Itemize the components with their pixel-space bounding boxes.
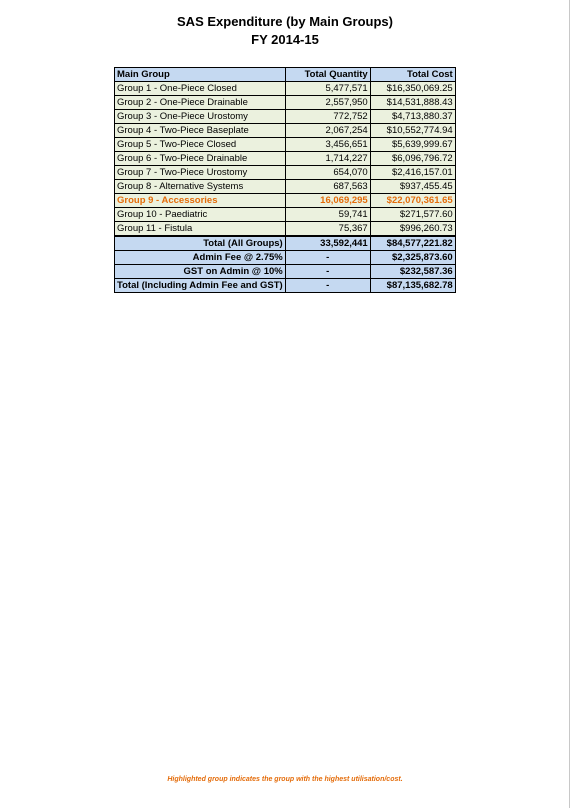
group-name: Group 7 - Two-Piece Urostomy	[115, 166, 286, 180]
gst-cost: $232,587.36	[370, 265, 455, 279]
group-name: Group 4 - Two-Piece Baseplate	[115, 124, 286, 138]
group-quantity: 772,752	[285, 110, 370, 124]
group-quantity: 1,714,227	[285, 152, 370, 166]
group-quantity: 16,069,295	[285, 194, 370, 208]
gst-label: GST on Admin @ 10%	[115, 265, 286, 279]
group-cost: $4,713,880.37	[370, 110, 455, 124]
header-total-quantity: Total Quantity	[285, 68, 370, 82]
footnote: Highlighted group indicates the group with the highest utilisation/cost.	[167, 776, 403, 783]
total-label: Total (All Groups)	[115, 236, 286, 251]
group-cost: $16,350,069.25	[370, 82, 455, 96]
group-quantity: 59,741	[285, 208, 370, 222]
title-block	[0, 13, 570, 49]
group-cost: $5,639,999.67	[370, 138, 455, 152]
table-row	[115, 82, 456, 96]
total-quantity: 33,592,441	[285, 236, 370, 251]
admin-fee-cost: $2,325,873.60	[370, 251, 455, 265]
group-cost: $996,260.73	[370, 222, 455, 237]
group-name: Group 1 - One-Piece Closed	[115, 82, 286, 96]
group-quantity: 687,563	[285, 180, 370, 194]
gst-row	[115, 265, 456, 279]
group-name: Group 6 - Two-Piece Drainable	[115, 152, 286, 166]
table-row	[115, 138, 456, 152]
table-row-highlighted	[115, 194, 456, 208]
group-cost: $6,096,796.72	[370, 152, 455, 166]
admin-fee-row	[115, 251, 456, 265]
table-row	[115, 124, 456, 138]
group-quantity: 654,070	[285, 166, 370, 180]
header-total-cost: Total Cost	[370, 68, 455, 82]
admin-fee-quantity: -	[285, 251, 370, 265]
total-cost: $84,577,221.82	[370, 236, 455, 251]
group-name: Group 10 - Paediatric	[115, 208, 286, 222]
group-cost: $2,416,157.01	[370, 166, 455, 180]
group-cost: $10,552,774.94	[370, 124, 455, 138]
group-name: Group 9 - Accessories	[115, 194, 286, 208]
group-cost: $937,455.45	[370, 180, 455, 194]
group-name: Group 5 - Two-Piece Closed	[115, 138, 286, 152]
table-row	[115, 180, 456, 194]
table-row	[115, 222, 456, 237]
table-row	[115, 96, 456, 110]
group-cost: $22,070,361.65	[370, 194, 455, 208]
gst-quantity: -	[285, 265, 370, 279]
group-quantity: 2,067,254	[285, 124, 370, 138]
group-cost: $14,531,888.43	[370, 96, 455, 110]
table-row	[115, 110, 456, 124]
grand-total-cost: $87,135,682.78	[370, 279, 455, 293]
header-main-group: Main Group	[115, 68, 286, 82]
report-title: SAS Expenditure (by Main Groups)	[177, 14, 393, 29]
grand-total-quantity: -	[285, 279, 370, 293]
group-quantity: 3,456,651	[285, 138, 370, 152]
group-quantity: 2,557,950	[285, 96, 370, 110]
header-row	[115, 68, 456, 82]
group-name: Group 2 - One-Piece Drainable	[115, 96, 286, 110]
group-name: Group 8 - Alternative Systems	[115, 180, 286, 194]
group-cost: $271,577.60	[370, 208, 455, 222]
expenditure-table	[114, 67, 456, 293]
grand-total-row	[115, 279, 456, 293]
grand-total-label: Total (Including Admin Fee and GST)	[115, 279, 286, 293]
table-row	[115, 152, 456, 166]
group-name: Group 11 - Fistula	[115, 222, 286, 237]
total-row	[115, 236, 456, 251]
admin-fee-label: Admin Fee @ 2.75%	[115, 251, 286, 265]
report-subtitle: FY 2014-15	[251, 32, 319, 47]
group-quantity: 5,477,571	[285, 82, 370, 96]
table-row	[115, 208, 456, 222]
group-quantity: 75,367	[285, 222, 370, 237]
table-row	[115, 166, 456, 180]
group-name: Group 3 - One-Piece Urostomy	[115, 110, 286, 124]
